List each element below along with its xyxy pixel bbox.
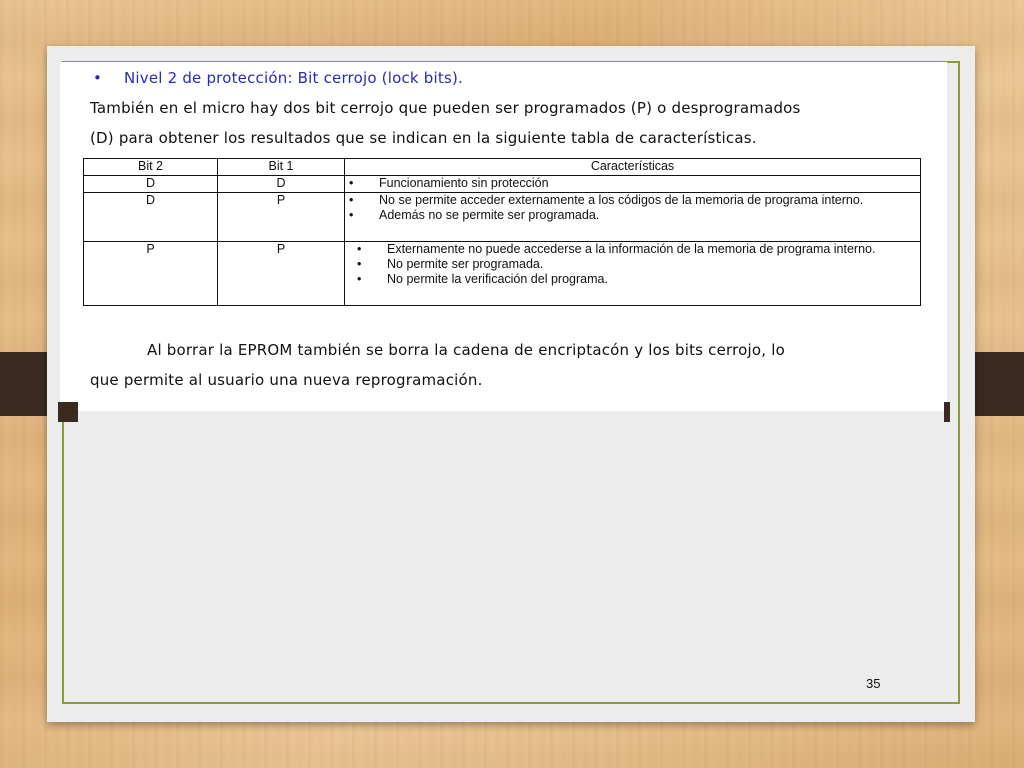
page-number: 35 xyxy=(866,676,881,691)
closing-line-1: Al borrar la EPROM también se borra la cadena de encriptacón y los bits cerrojo, lo xyxy=(147,341,785,359)
header-bit2: Bit 2 xyxy=(84,159,218,176)
decor-tab-left xyxy=(58,402,78,422)
header-features: Características xyxy=(345,159,921,176)
cell-bit2: P xyxy=(84,242,218,306)
table-row xyxy=(84,242,921,306)
feature-item xyxy=(345,193,916,208)
table-row xyxy=(84,176,921,193)
cell-bit1: D xyxy=(218,176,345,193)
feature-item xyxy=(345,272,916,287)
bullet-icon: • xyxy=(349,176,354,190)
cell-bit2: D xyxy=(84,176,218,193)
bullet-icon: • xyxy=(349,193,354,207)
intro-line-1: También en el micro hay dos bit cerrojo que pueden ser programados (P) o desprogramados xyxy=(90,99,801,117)
feature-text: No permite la verificación del programa. xyxy=(387,272,608,286)
header-bit1: Bit 1 xyxy=(218,159,345,176)
bullet-icon: • xyxy=(349,208,354,222)
closing-line-2: que permite al usuario una nueva reprogramación. xyxy=(90,371,483,389)
bullet-icon: • xyxy=(93,69,103,87)
feature-item xyxy=(345,242,916,257)
cell-bit1: P xyxy=(218,242,345,306)
decor-tab-right xyxy=(944,402,950,422)
heading-text: Nivel 2 de protección: Bit cerrojo (lock bits). xyxy=(124,69,463,87)
feature-item xyxy=(345,176,916,191)
table-row xyxy=(84,193,921,242)
bullet-icon: • xyxy=(357,257,362,271)
feature-item xyxy=(345,208,916,223)
feature-text: Además no se permite ser programada. xyxy=(379,208,600,222)
cell-features xyxy=(345,176,921,193)
feature-item xyxy=(345,257,916,272)
intro-line-2: (D) para obtener los resultados que se indican en la siguiente tabla de características. xyxy=(90,129,757,147)
slide-heading xyxy=(94,69,463,87)
cell-bit1: P xyxy=(218,193,345,242)
bullet-icon: • xyxy=(357,242,362,256)
cell-features xyxy=(345,193,921,242)
bullet-icon: • xyxy=(357,272,362,286)
table-header-row xyxy=(84,159,921,176)
lock-bits-table xyxy=(83,158,921,306)
feature-text: Funcionamiento sin protección xyxy=(379,176,549,190)
cell-bit2: D xyxy=(84,193,218,242)
feature-text: Externamente no puede accederse a la información de la memoria de programa interno. xyxy=(387,242,876,256)
feature-text: No permite ser programada. xyxy=(387,257,544,271)
feature-text: No se permite acceder externamente a los códigos de la memoria de programa interno. xyxy=(379,193,864,207)
cell-features xyxy=(345,242,921,306)
